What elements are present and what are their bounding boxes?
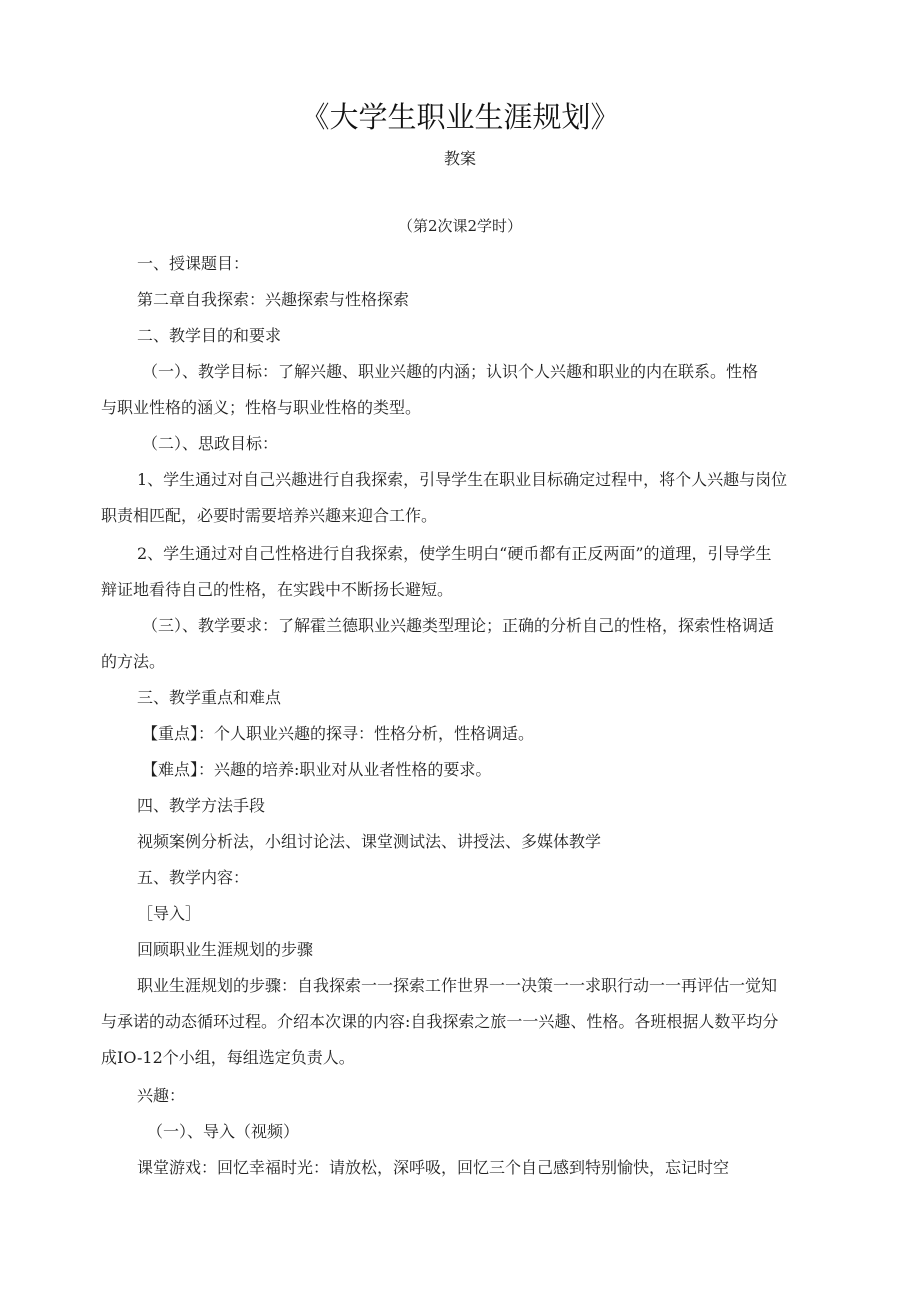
section-4-heading: 四、教学方法手段 [137, 796, 266, 815]
interest-sub-1: （一）、导入（视频） [147, 1122, 300, 1141]
section-3-heading: 三、教学重点和难点 [137, 688, 282, 707]
section-1-body: 第二章自我探索：兴趣探索与性格探索 [137, 290, 410, 309]
key-point: 【重点】：个人职业兴趣的探寻：性格分析，性格调适。 [142, 724, 535, 743]
interest-heading: 兴趣： [137, 1086, 186, 1105]
section-2-heading: 二、教学目的和要求 [137, 326, 282, 345]
ideology-point-1-line-1: 1、学生通过对自己兴趣进行自我探索，引导学生在职业目标确定过程中，将个人兴趣与岗位 [137, 470, 788, 489]
objective-1-line-2: 与职业性格的涵义；性格与职业性格的类型。 [101, 398, 422, 417]
objective-3-line-1: （三）、教学要求：了解霍兰德职业兴趣类型理论；正确的分析自己的性格，探索性格调适 [142, 616, 775, 635]
review-heading: 回顾职业生涯规划的步骤 [137, 940, 314, 959]
section-5-heading: 五、教学内容： [137, 868, 250, 887]
steps-line-2: 与承诺的动态循环过程。介绍本次课的内容:自我探索之旅一一兴趣、性格。各班根据人数平均分 [101, 1012, 779, 1031]
steps-line-1: 职业生涯规划的步骤：自我探索一一探索工作世界一一决策一一求职行动一一再评估一觉知 [137, 976, 778, 995]
ideology-point-2-line-2: 辩证地看待自己的性格，在实践中不断扬长避短。 [101, 580, 454, 599]
session-info: （第2次课2学时） [397, 217, 523, 235]
classroom-game-line: 课堂游戏：回忆幸福时光：请放松，深呼吸，回忆三个自己感到特别愉快，忘记时空 [137, 1158, 730, 1177]
ideology-point-2-line-1: 2、学生通过对自己性格进行自我探索，使学生明白“硬币都有正反两面”的道理，引导学生 [137, 544, 772, 563]
steps-line-3: 成IO-12个小组，每组选定负责人。 [101, 1048, 355, 1067]
intro-label: ［导入］ [137, 904, 202, 923]
objective-2-heading: （二）、思政目标： [142, 434, 279, 453]
objective-3-line-2: 的方法。 [101, 652, 166, 671]
ideology-point-1-line-2: 职责相匹配，必要时需要培养兴趣来迎合工作。 [101, 506, 438, 525]
difficult-point: 【难点】：兴趣的培养:职业对从业者性格的要求。 [142, 760, 492, 779]
document-title: 《大学生职业生涯规划》 [300, 100, 620, 134]
section-4-body: 视频案例分析法，小组讨论法、课堂测试法、讲授法、多媒体教学 [137, 832, 602, 851]
section-1-heading: 一、授课题目： [137, 254, 250, 273]
document-subtitle: 教案 [443, 149, 476, 168]
objective-1-line-1: （一）、教学目标：了解兴趣、职业兴趣的内涵；认识个人兴趣和职业的内在联系。性格 [142, 362, 759, 381]
